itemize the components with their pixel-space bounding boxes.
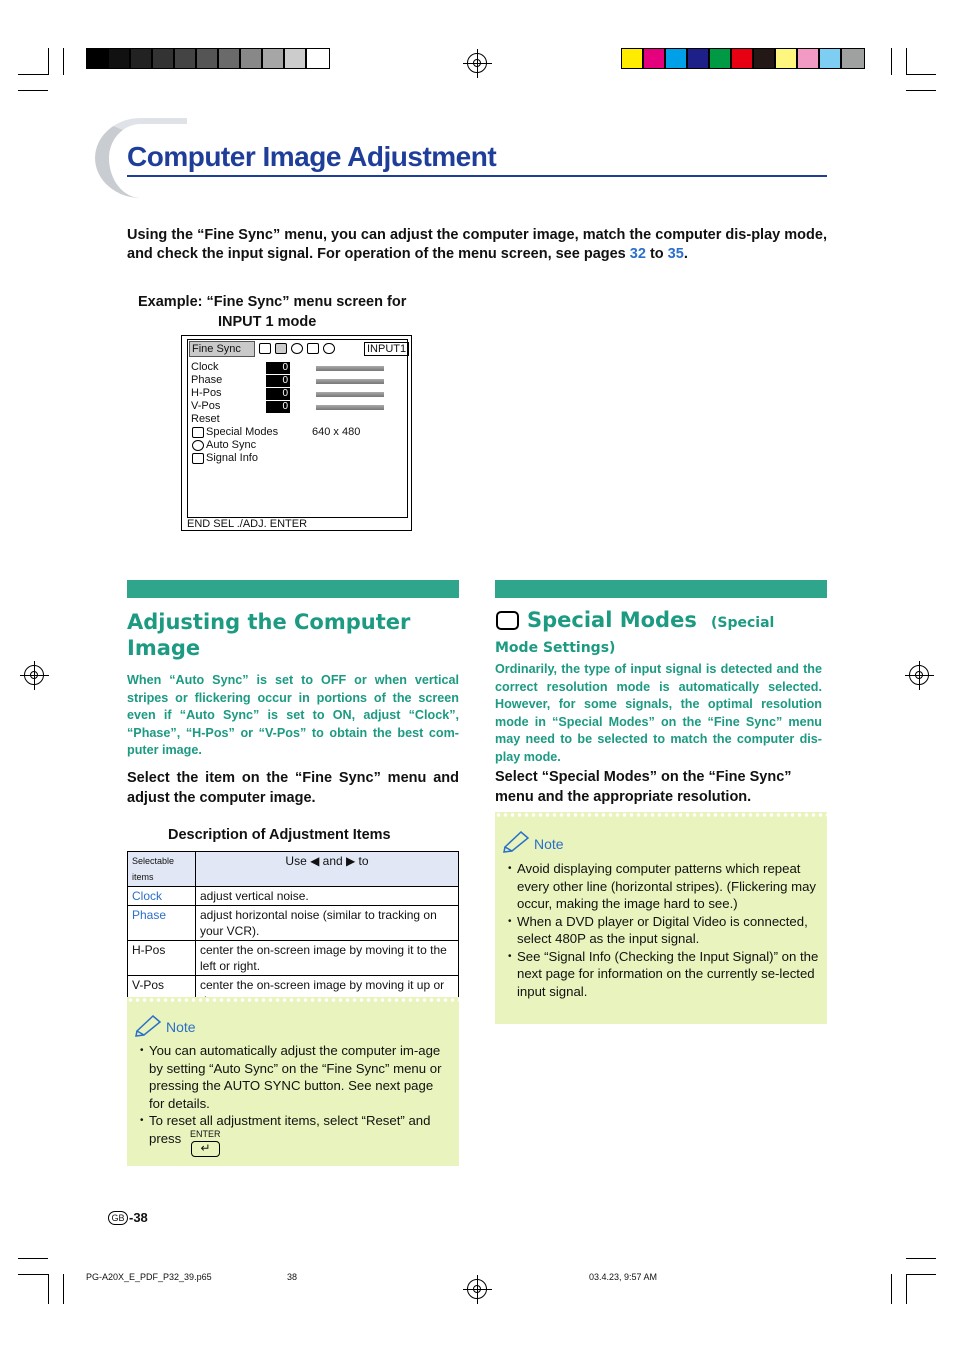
table-row <box>128 941 459 976</box>
example-caption: Example: “Fine Sync” menu screen for INPUT 1 mode <box>138 294 407 330</box>
osd-input-label: INPUT1 <box>364 342 409 356</box>
osd-row-special-modes: Special Modes <box>206 426 279 438</box>
list-item: • See “Signal Info (Checking the Input Signal)” on the next page for information on the currently se-lected input signal. <box>508 948 820 1001</box>
table-cell-desc: adjust horizontal noise (similar to tracking on your VCR). <box>196 906 459 941</box>
list-item: • You can automatically adjust the computer im-age by setting “Auto Sync” on the “Fine Sync” menu or pressing the AUTO SYNC button. See next page for details. <box>140 1042 452 1112</box>
table-row <box>128 906 459 941</box>
registration-mark-right <box>909 665 929 685</box>
page-link-32[interactable]: 32 <box>629 246 646 262</box>
table-cell-item: H-Pos <box>128 941 196 976</box>
enter-icon: ↵ <box>191 1141 220 1157</box>
pencil-icon <box>502 829 532 853</box>
osd-value-hpos: 0 <box>266 388 290 400</box>
note-list-right <box>508 860 820 1000</box>
intro-paragraph: Using the “Fine Sync” menu, you can adjust the computer image, match the computer dis-play mode, and check the input signal. For operation of the menu screen, see pages 32 to 35. <box>127 227 827 262</box>
fine-sync-icon <box>275 343 287 354</box>
table-cell-desc: center the on-screen image by moving it up or <box>196 976 459 1011</box>
osd-row-vpos: V-Pos <box>191 400 221 412</box>
note-box-right <box>495 812 827 1024</box>
page-number: -38 <box>129 1210 148 1225</box>
special-modes-paragraph: Ordinarily, the type of input signal is detected and the correct resolution mode is automatically selected. However, for some signals, the optimal resolution mode in “Special Modes” on the “Fine Sync” menu may need to be selected to match the computer dis-play mode. <box>495 662 822 764</box>
print-date: 03.4.23, 9:57 AM <box>589 1272 658 1282</box>
heading-special-modes-sub1: (Special <box>711 615 775 631</box>
audio-icon <box>291 343 303 354</box>
adjustment-items-table <box>127 851 459 1011</box>
heading-adjusting: Adjusting the Computer Image <box>127 610 411 660</box>
osd-row-hpos: H-Pos <box>191 387 222 399</box>
special-modes-icon <box>192 427 204 438</box>
section-bar-right <box>495 580 827 598</box>
registration-mark-left <box>24 665 44 685</box>
table-cell-desc: center the on-screen image by moving it to the left or right. <box>196 941 459 976</box>
osd-row-phase: Phase <box>191 374 223 386</box>
instruction-left: Select the item on the “Fine Sync” menu and adjust the computer image. <box>127 770 459 806</box>
picture-icon <box>259 343 271 354</box>
osd-value-vpos: 0 <box>266 401 290 413</box>
table-cell-item: Clock <box>128 887 196 906</box>
heading-special-modes: Special Modes <box>527 608 697 632</box>
osd-slider-phase <box>316 379 384 384</box>
special-modes-heading-icon <box>496 611 519 630</box>
note-label-right: Note <box>534 836 564 852</box>
print-page: 38 <box>287 1272 298 1282</box>
osd-value-clock: 0 <box>266 362 290 374</box>
heading-special-modes-sub2: Mode Settings) <box>495 640 616 656</box>
osd-tab-fine-sync: Fine Sync <box>189 341 255 357</box>
osd-footer-hints: END SEL ./ADJ. ENTER <box>187 518 308 530</box>
registration-mark-top <box>467 53 487 73</box>
osd-row-signal-info: Signal Info <box>206 452 258 464</box>
list-item: • When a DVD player or Digital Video is connected, select 480P as the input signal. <box>508 913 820 948</box>
print-file-name: PG-A20X_E_PDF_P32_39.p65 <box>86 1272 212 1282</box>
osd-special-value: 640 x 480 <box>312 426 361 438</box>
list-item: • To reset all adjustment items, select “Reset” and press <box>140 1112 452 1147</box>
note-label-left: Note <box>166 1019 196 1035</box>
note-box-left <box>127 997 459 1166</box>
auto-sync-paragraph: When “Auto Sync” is set to OFF or when vertical stripes or flickering occur in portions of the screen even if “Auto Sync” is set to ON, adjust “Clock”, “Phase”, “H-Pos” or “V-Pos” to obtain the best com-puter image. <box>127 673 459 758</box>
table-title: Description of Adjustment Items <box>168 827 391 843</box>
table-cell-item: V-Pos <box>128 976 196 1011</box>
list-item: • Avoid displaying computer patterns which repeat every other line (horizontal stripes). (Flickering may occur, making the image hard to see.) <box>508 860 820 913</box>
title-underline <box>127 175 827 177</box>
language-icon <box>323 343 335 354</box>
osd-slider-clock <box>316 366 384 371</box>
osd-row-reset: Reset <box>191 413 220 425</box>
table-cell-item: Phase <box>128 906 196 941</box>
language-badge: GB <box>108 1211 128 1225</box>
fine-sync-menu-screen <box>181 335 412 531</box>
note-list-left <box>140 1042 452 1147</box>
table-header-use: Use ◀ and ▶ to <box>196 852 459 887</box>
signal-info-icon <box>192 453 204 464</box>
osd-row-auto-sync: Auto Sync <box>206 439 257 451</box>
table-row <box>128 887 459 906</box>
instruction-right: Select “Special Modes” on the “Fine Sync” menu and the appropriate resolution. <box>495 769 792 805</box>
osd-slider-vpos <box>316 405 384 410</box>
table-header-items: Selectable items <box>128 852 196 887</box>
pencil-icon <box>134 1013 164 1037</box>
page-title: Computer Image Adjustment <box>127 141 497 172</box>
osd-row-clock: Clock <box>191 361 219 373</box>
enter-button-label: ENTER <box>190 1129 221 1139</box>
registration-mark-bottom <box>467 1279 487 1299</box>
table-cell-desc: adjust vertical noise. <box>196 887 459 906</box>
options-icon <box>307 343 319 354</box>
page-link-35[interactable]: 35 <box>667 246 684 262</box>
auto-sync-icon <box>192 440 204 451</box>
osd-value-phase: 0 <box>266 375 290 387</box>
section-bar-left <box>127 580 459 598</box>
osd-slider-hpos <box>316 392 384 397</box>
